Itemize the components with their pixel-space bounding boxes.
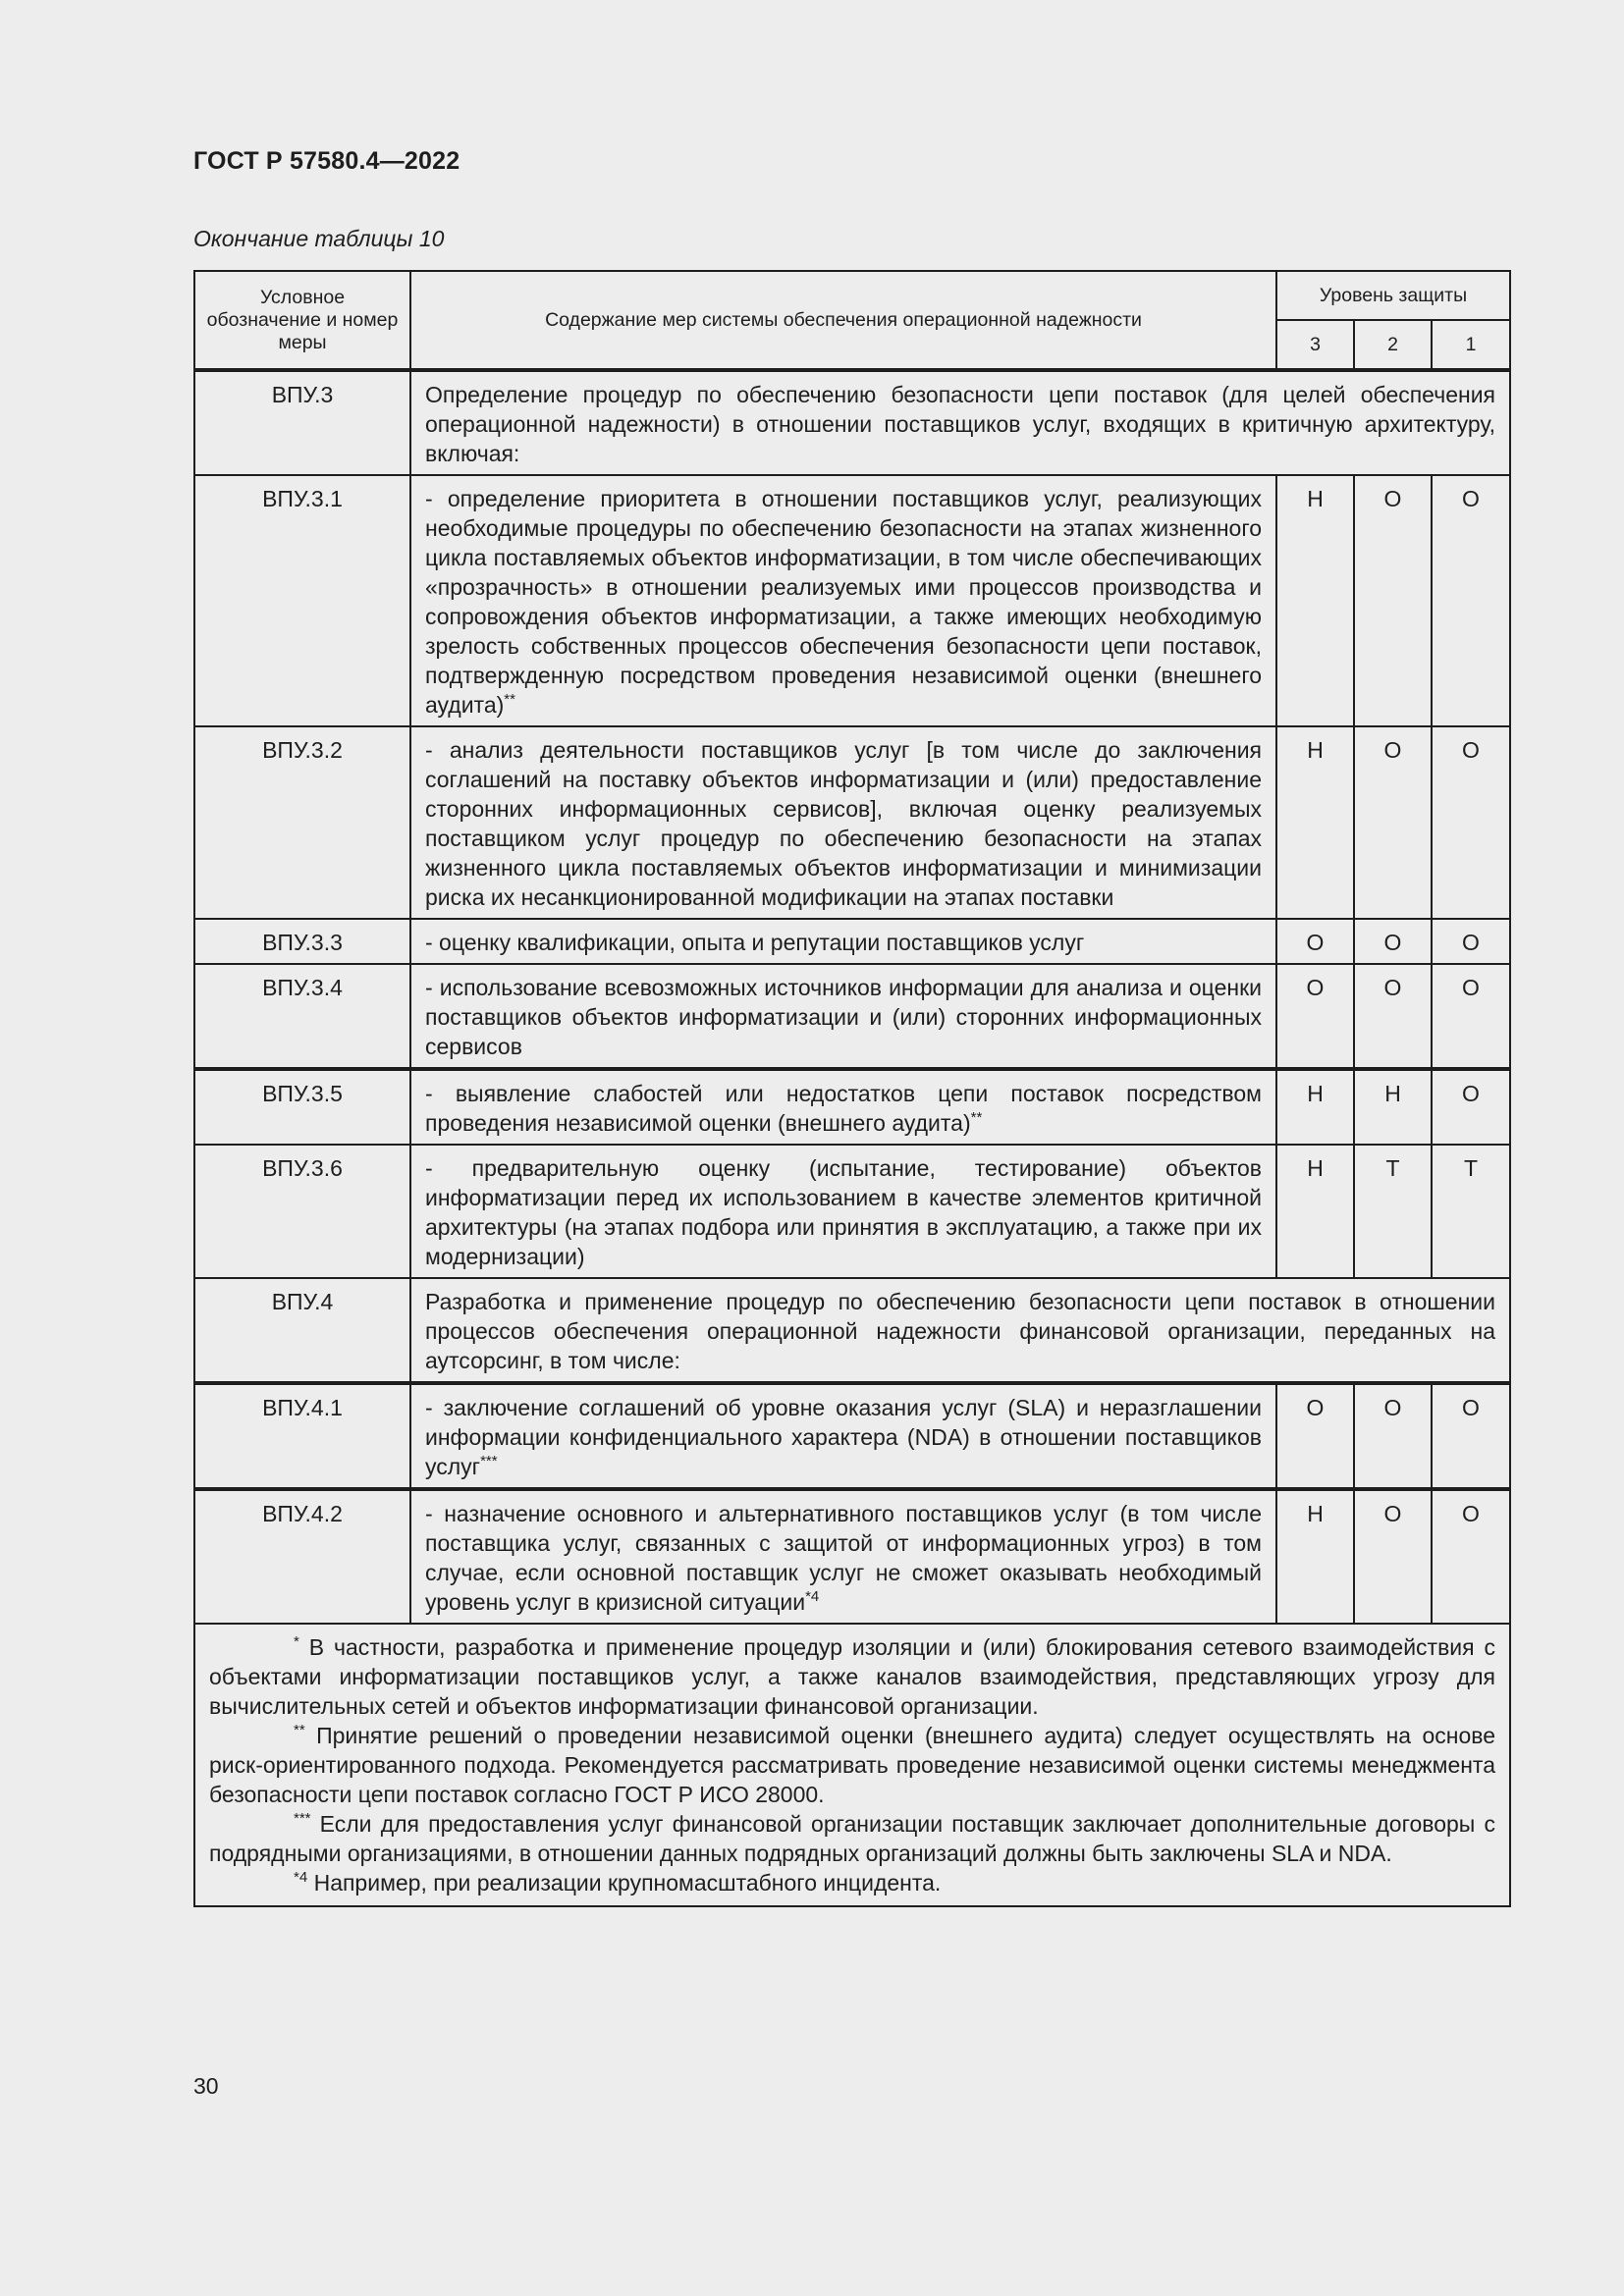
page-number: 30: [193, 2073, 219, 2099]
footnote-mark: *4: [294, 1869, 308, 1886]
measure-text: - выявление слабостей или недостатков цепи поставок посредством проведения независимой оценки (внешнего аудита): [425, 1081, 1262, 1136]
measure-text: - определение приоритета в отношении поставщиков услуг, реализующих необходимые процедуры по обеспечению безопасности на этапах жизненного цикла поставляемых объектов информатизации, в том числе обеспечивающих «прозрачность» в отношении реализуемых ими процессов производства и сопровождения объектов информатизации, а также имеющих необходимую зрелость собственных процессов обеспечения безопасности цепи поставок, подтвержденную посредством проведения независимой оценки (внешнего аудита): [425, 486, 1262, 718]
footnote-ref: *4: [805, 1588, 820, 1605]
footnote-mark: **: [294, 1722, 305, 1738]
table-row: [194, 964, 1510, 1069]
level-1-value: О: [1432, 475, 1510, 726]
header-level-2: 2: [1354, 320, 1432, 370]
measure-text: Разработка и применение процедур по обеспечению безопасности цепи поставок в отношении процессов обеспечения операционной надежности финансовой организации, переданных на аутсорсинг, в том числе:: [410, 1278, 1510, 1383]
level-2-value: О: [1354, 1383, 1432, 1489]
footnote: [209, 1721, 1495, 1809]
level-1-value: О: [1432, 1489, 1510, 1624]
level-3-value: Н: [1276, 1069, 1354, 1145]
measure-code: ВПУ.3.2: [194, 726, 410, 919]
measure-code: ВПУ.4.1: [194, 1383, 410, 1489]
measure-text: - назначение основного и альтернативного поставщиков услуг (в том числе поставщика услуг, связанных с защитой от информационных угроз) в том случае, если основной поставщик услуг не сможет оказывать необходимый уровень услуг в кризисной ситуации: [425, 1501, 1262, 1615]
footnotes-row: [194, 1624, 1510, 1906]
level-3-value: Н: [1276, 1145, 1354, 1278]
measure-text-cell: [410, 1489, 1276, 1624]
level-2-value: О: [1354, 1489, 1432, 1624]
table-row: [194, 1069, 1510, 1145]
measure-text-cell: [410, 475, 1276, 726]
footnote: [209, 1809, 1495, 1868]
measure-text: - предварительную оценку (испытание, тестирование) объектов информатизации перед их использованием в качестве элементов критичной архитектуры (на этапах подбора или принятия в эксплуатацию, а также при их модернизации): [410, 1145, 1276, 1278]
footnote-mark: *: [294, 1633, 299, 1650]
level-2-value: Т: [1354, 1145, 1432, 1278]
level-1-value: О: [1432, 1069, 1510, 1145]
measure-code: ВПУ.3.3: [194, 919, 410, 964]
level-3-value: Н: [1276, 1489, 1354, 1624]
footnote-text: Если для предоставления услуг финансовой организации поставщик заключает дополнительные договоры с подрядными организациями, в отношении данных подрядных организаций должны быть заключены SLA и NDA.: [209, 1811, 1495, 1866]
measure-code: ВПУ.4: [194, 1278, 410, 1383]
header-code: Условное обозначение и номер меры: [194, 271, 410, 370]
level-1-value: О: [1432, 964, 1510, 1069]
table-row: [194, 1145, 1510, 1278]
footnote-ref: **: [970, 1109, 983, 1126]
header-level-1: 1: [1432, 320, 1510, 370]
level-3-value: Н: [1276, 475, 1354, 726]
measure-text: Определение процедур по обеспечению безопасности цепи поставок (для целей обеспечения операционной надежности) в отношении поставщиков услуг, входящих в критичную архитектуру, включая:: [410, 370, 1510, 475]
measure-code: ВПУ.3.4: [194, 964, 410, 1069]
header-content: Содержание мер системы обеспечения операционной надежности: [410, 271, 1276, 370]
measure-code: ВПУ.3.1: [194, 475, 410, 726]
header-level-3: 3: [1276, 320, 1354, 370]
header-protection-level: Уровень защиты: [1276, 271, 1510, 320]
table-header-row: [194, 271, 1510, 320]
table-row: [194, 1278, 1510, 1383]
measure-text-cell: [410, 1069, 1276, 1145]
level-3-value: Н: [1276, 726, 1354, 919]
footnote-text: Принятие решений о проведении независимой оценки (внешнего аудита) следует осуществлять на основе риск-ориентированного подхода. Рекомендуется рассматривать проведение независимой оценки системы менеджмента безопасности цепи поставок согласно ГОСТ Р ИСО 28000.: [209, 1723, 1495, 1807]
measure-text: - оценку квалификации, опыта и репутации поставщиков услуг: [410, 919, 1276, 964]
table-row: [194, 475, 1510, 726]
level-1-value: О: [1432, 726, 1510, 919]
table-row: [194, 1489, 1510, 1624]
table-row: [194, 1383, 1510, 1489]
footnote-text: В частности, разработка и применение процедур изоляции и (или) блокирования сетевого взаимодействия с объектами информатизации поставщиков услуг, а также каналов взаимодействия, представляющих угрозу для вычислительных сетей и объектов информатизации финансовой организации.: [209, 1634, 1495, 1719]
table-row: [194, 726, 1510, 919]
measure-code: ВПУ.3.6: [194, 1145, 410, 1278]
level-1-value: О: [1432, 1383, 1510, 1489]
document-code: ГОСТ Р 57580.4—2022: [193, 147, 460, 175]
table-caption: Окончание таблицы 10: [193, 226, 445, 251]
level-2-value: О: [1354, 726, 1432, 919]
table-row: [194, 919, 1510, 964]
measure-text: - анализ деятельности поставщиков услуг [в том числе до заключения соглашений на поставку объектов информатизации и (или) предоставление сторонних информационных сервисов], включая оценку реализуемых поставщиком услуг процедур по обеспечению безопасности на этапах жизненного цикла поставляемых объектов информатизации и минимизации риска их несанкционированной модификации на этапах поставки: [410, 726, 1276, 919]
table-row: [194, 370, 1510, 475]
footnote: [209, 1632, 1495, 1721]
level-1-value: О: [1432, 919, 1510, 964]
footnote-ref: **: [504, 691, 515, 708]
measures-table: [193, 270, 1511, 1907]
level-3-value: О: [1276, 964, 1354, 1069]
level-2-value: О: [1354, 475, 1432, 726]
measure-code: ВПУ.4.2: [194, 1489, 410, 1624]
footnotes: [194, 1624, 1510, 1906]
level-2-value: Н: [1354, 1069, 1432, 1145]
level-2-value: О: [1354, 964, 1432, 1069]
measure-code: ВПУ.3.5: [194, 1069, 410, 1145]
footnote-ref: ***: [480, 1453, 498, 1469]
level-3-value: О: [1276, 1383, 1354, 1489]
measure-text: - использование всевозможных источников информации для анализа и оценки поставщиков объектов информатизации и (или) сторонних информационных сервисов: [410, 964, 1276, 1069]
measure-text: - заключение соглашений об уровне оказания услуг (SLA) и неразглашении информации конфиденциального характера (NDA) в отношении поставщиков услуг: [425, 1395, 1262, 1479]
measure-code: ВПУ.3: [194, 370, 410, 475]
footnote: [209, 1868, 1495, 1897]
footnote-text: Например, при реализации крупномасштабного инцидента.: [307, 1870, 942, 1896]
measure-text-cell: [410, 1383, 1276, 1489]
footnote-mark: ***: [294, 1810, 311, 1827]
level-3-value: О: [1276, 919, 1354, 964]
level-2-value: О: [1354, 919, 1432, 964]
level-1-value: Т: [1432, 1145, 1510, 1278]
